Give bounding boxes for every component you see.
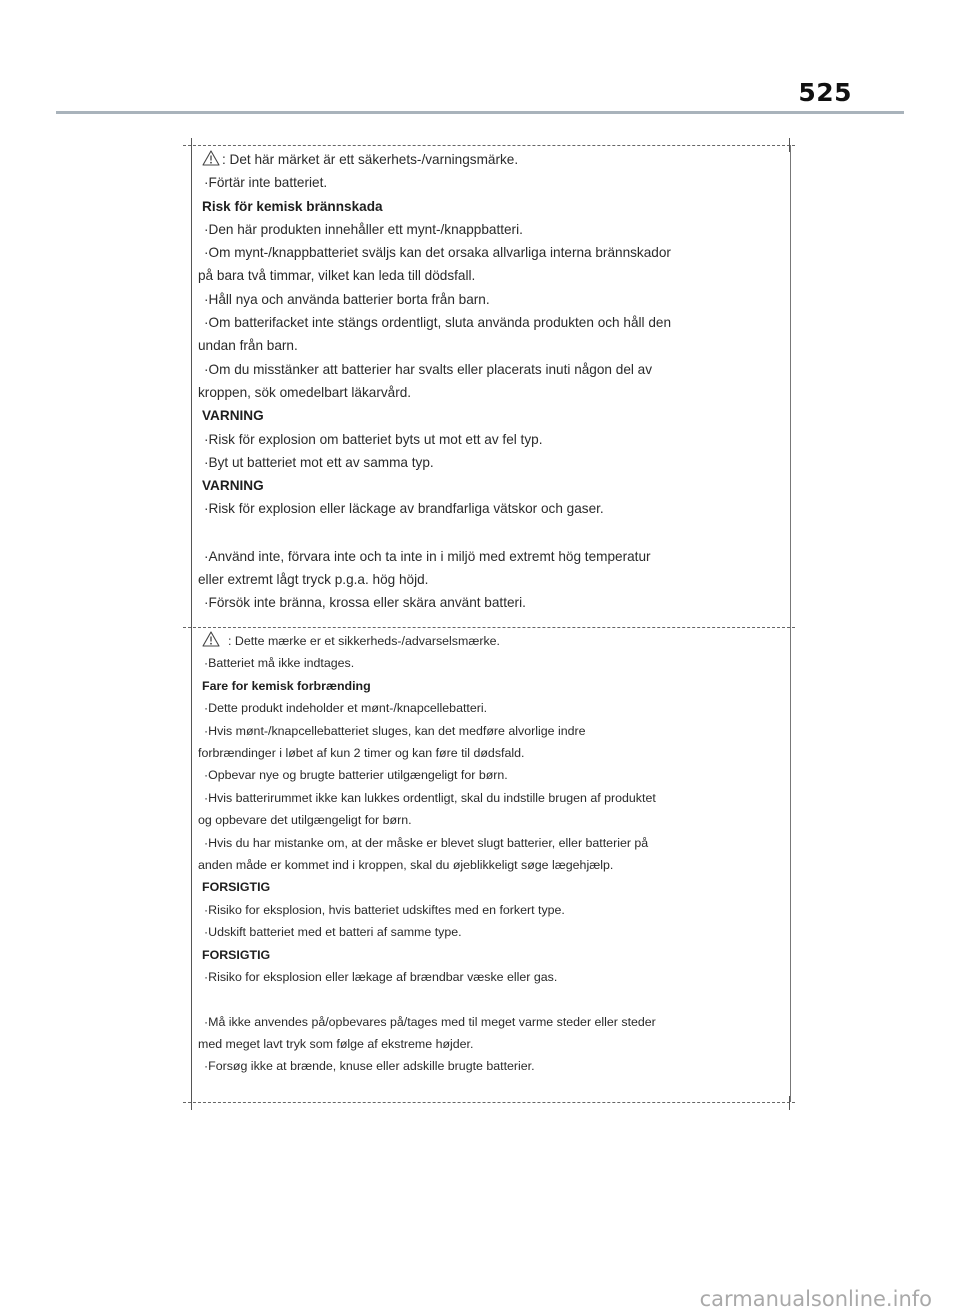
bullet-line: ·Dette produkt indeholder et mønt-/knapcellebatteri. [204,701,488,716]
bullet-line: ·Risiko for eksplosion, hvis batteriet udskiftes med en forkert type. [204,902,565,917]
bullet-line: ·Må ikke anvendes på/opbevares på/tages med til meget varme steder eller steder [204,1014,656,1029]
section-heading: Risk för kemisk brännskada [202,198,383,214]
bullet-line: ·Försök inte bränna, krossa eller skära använt batteri. [204,595,526,611]
bullet-line: ·Risk för explosion eller läckage av brandfarliga vätskor och gaser. [204,501,604,517]
paragraph-gap [202,989,782,1011]
bullet-line: ·Den här produkten innehåller ett mynt-/knappbatteri. [204,221,523,237]
continuation-line: og opbevare det utilgængeligt for børn. [198,813,412,828]
corner-mark [191,1096,192,1110]
bullet-line: ·Udskift batteriet med et batteri af samme type. [204,925,462,940]
continuation-line: med meget lavt tryk som følge af ekstreme højder. [198,1036,474,1051]
bullet-line: ·Opbevar nye og brugte batterier utilgængeligt for børn. [204,768,508,783]
danish-lines [198,652,782,1077]
section-heading: FORSIGTIG [202,947,271,962]
box-bottom-border [183,1102,795,1103]
page-number: 525 [798,78,852,107]
section-heading: VARNING [202,478,264,494]
section-heading: FORSIGTIG [202,880,271,895]
bullet-line: ·Förtär inte batteriet. [204,175,328,191]
box-divider [183,627,795,628]
bullet-line: ·Byt ut batteriet mot ett av samma typ. [204,454,434,470]
swedish-lines [198,171,782,614]
bullet-line: ·Forsøg ikke at brænde, knuse eller adskille brugte batterier. [204,1059,535,1074]
continuation-line: forbrændinger i løbet af kun 2 timer og kan føre til dødsfald. [198,746,525,761]
corner-mark [789,1096,790,1110]
continuation-line: kroppen, sök omedelbart läkarvård. [198,384,412,400]
header-rule [56,111,904,114]
paragraph-gap [202,521,782,545]
continuation-line: eller extremt lågt tryck p.g.a. hög höjd. [198,572,429,588]
danish-section [198,630,782,1078]
bullet-line: ·Om du misstänker att batterier har svalts eller placerats inuti någon del av [204,361,653,377]
bullet-line: ·Risk för explosion om batteriet byts ut mot ett av fel typ. [204,431,543,447]
bullet-line: ·Hvis du har mistanke om, at der måske er blevet slugt batterier, eller batterier på [204,835,649,850]
warning-symbol-text: : Dette mærke er et sikkerheds-/advarselsmærke. [228,634,500,648]
section-heading: VARNING [202,408,264,424]
bullet-line: ·Hvis batterirummet ikke kan lukkes ordentligt, skal du indstille brugen af produktet [204,790,656,805]
warning-symbol-text: : Det här märket är ett säkerhets-/varningsmärke. [222,152,519,167]
warning-symbol-line [202,148,782,171]
bullet-line: ·Använd inte, förvara inte och ta inte in i miljö med extremt hög temperatur [204,548,651,564]
bullet-line: ·Om batterifacket inte stängs ordentligt, sluta använda produkten och håll den [204,315,671,331]
warning-symbol-line [202,630,782,652]
bullet-line: ·Hvis mønt-/knapcellebatteriet sluges, kan det medføre alvorlige indre [204,723,586,738]
corner-mark [191,138,192,152]
bullet-line: ·Risiko for eksplosion eller lækage af brændbar væske eller gas. [204,970,558,985]
continuation-line: anden måde er kommet ind i kroppen, skal du øjeblikkeligt søge lægehjælp. [198,858,614,873]
bullet-line: ·Om mynt-/knappbatteriet sväljs kan det orsaka allvarliga interna brännskador [204,245,671,261]
section-heading: Fare for kemisk forbrænding [202,678,371,693]
continuation-line: på bara två timmar, vilket kan leda till dödsfall. [198,268,476,284]
warning-triangle-icon [202,631,220,647]
watermark: carmanualsonline.info [699,1287,932,1311]
bullet-line: ·Batteriet må ikke indtages. [204,656,355,671]
continuation-line: undan från barn. [198,338,298,354]
corner-mark [789,138,790,152]
warning-triangle-icon [202,150,220,166]
box-top-border [183,145,795,146]
bullet-line: ·Håll nya och använda batterier borta från barn. [204,291,490,307]
swedish-section [198,148,782,615]
